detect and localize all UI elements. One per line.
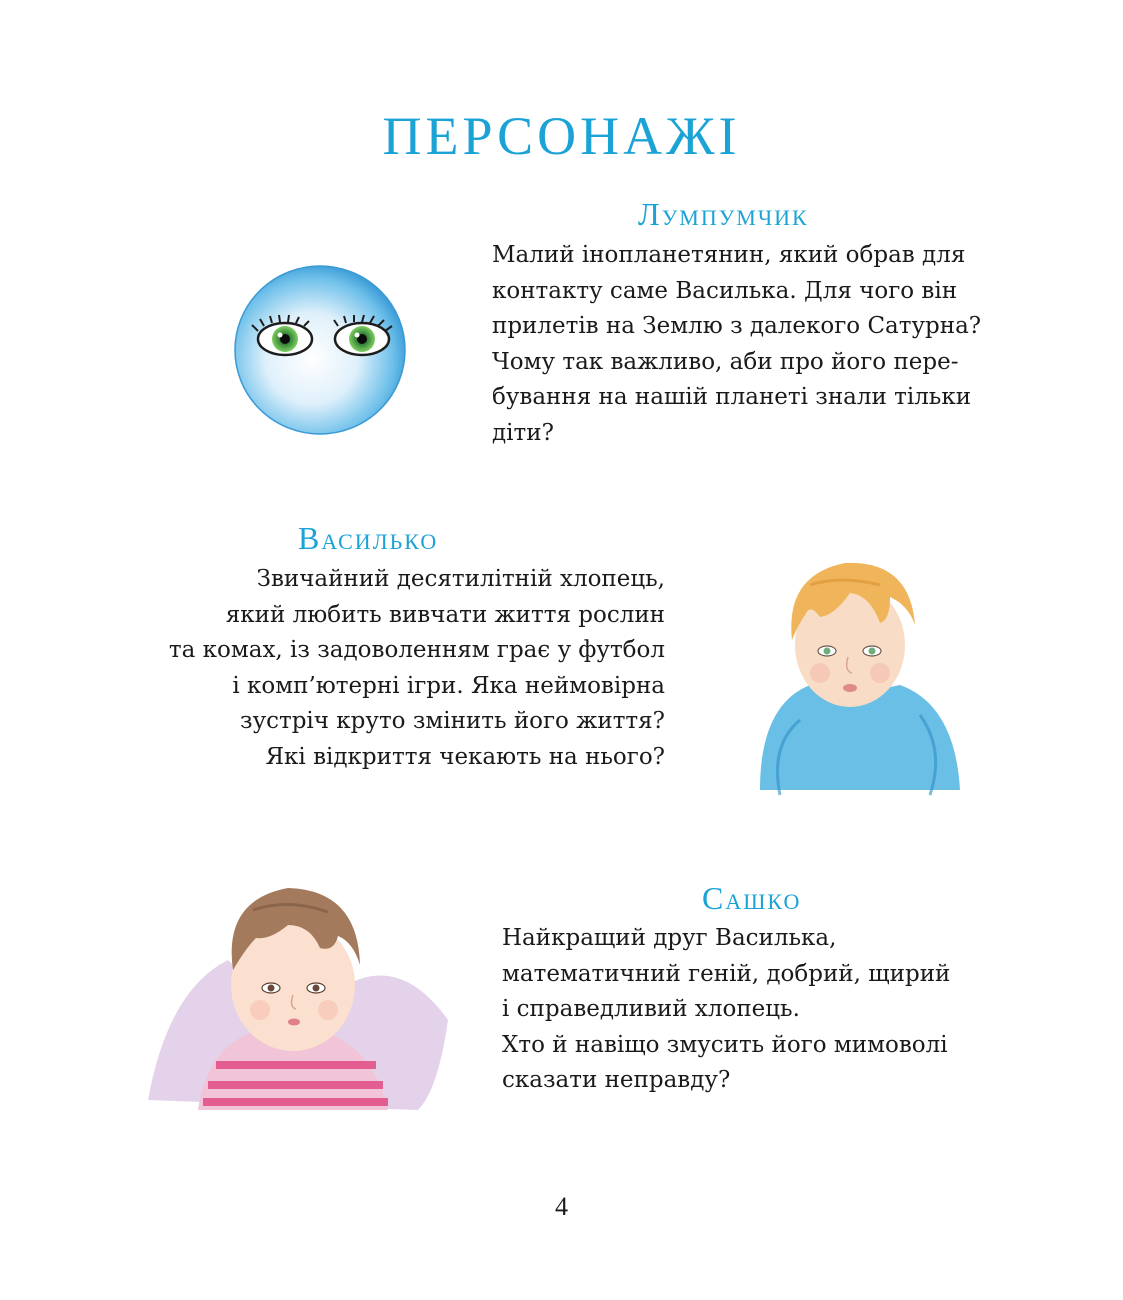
description-line: прилетів на Землю з далекого Сатурна? — [492, 313, 982, 339]
description-line: і комп’ютерні ігри. Яка неймовірна — [232, 672, 665, 699]
description-line: Малий інопланетянин, який обрав для — [492, 242, 966, 268]
description-line: зустріч круто змінить його життя? — [240, 708, 665, 734]
character-description-sashko — [502, 921, 950, 1099]
description-line: контакту саме Василька. Для чого він — [492, 277, 958, 304]
description-line: та комах, із задоволенням грає у футбол — [168, 637, 665, 663]
description-line: Звичайний десятилітній хлопець, — [256, 566, 665, 592]
sashko-illustration — [138, 870, 458, 1120]
description-line: Хто й навіщо змусить його мимоволі — [502, 1031, 948, 1058]
description-line: математичний геній, добрий, щирий — [502, 960, 951, 987]
description-line: сказати неправду? — [502, 1067, 731, 1093]
description-line: Які відкриття чекають на нього? — [265, 743, 665, 770]
description-line: який любить вивчати життя рослин — [225, 601, 665, 628]
character-name-lumpumchyk: Лумпумчик — [638, 196, 809, 232]
description-line: і справедливий хлопець. — [502, 996, 800, 1022]
description-line: Найкращий друг Василька, — [502, 925, 837, 951]
lumpumchyk-illustration — [222, 265, 422, 455]
description-line: діти? — [492, 419, 554, 446]
character-description-lumpumchyk — [492, 238, 981, 451]
character-name-sashko: Сашко — [702, 880, 802, 916]
page-number: 4 — [555, 1192, 568, 1221]
vasylko-illustration — [740, 545, 970, 805]
page-title: ПЕРСОНАЖІ — [382, 106, 741, 166]
description-line: бування на нашій планеті знали тільки — [492, 384, 972, 410]
description-line: Чому так важливо, аби про його пере- — [492, 348, 959, 375]
character-description-vasylko — [110, 562, 665, 775]
character-name-vasylko: Василько — [298, 520, 439, 556]
